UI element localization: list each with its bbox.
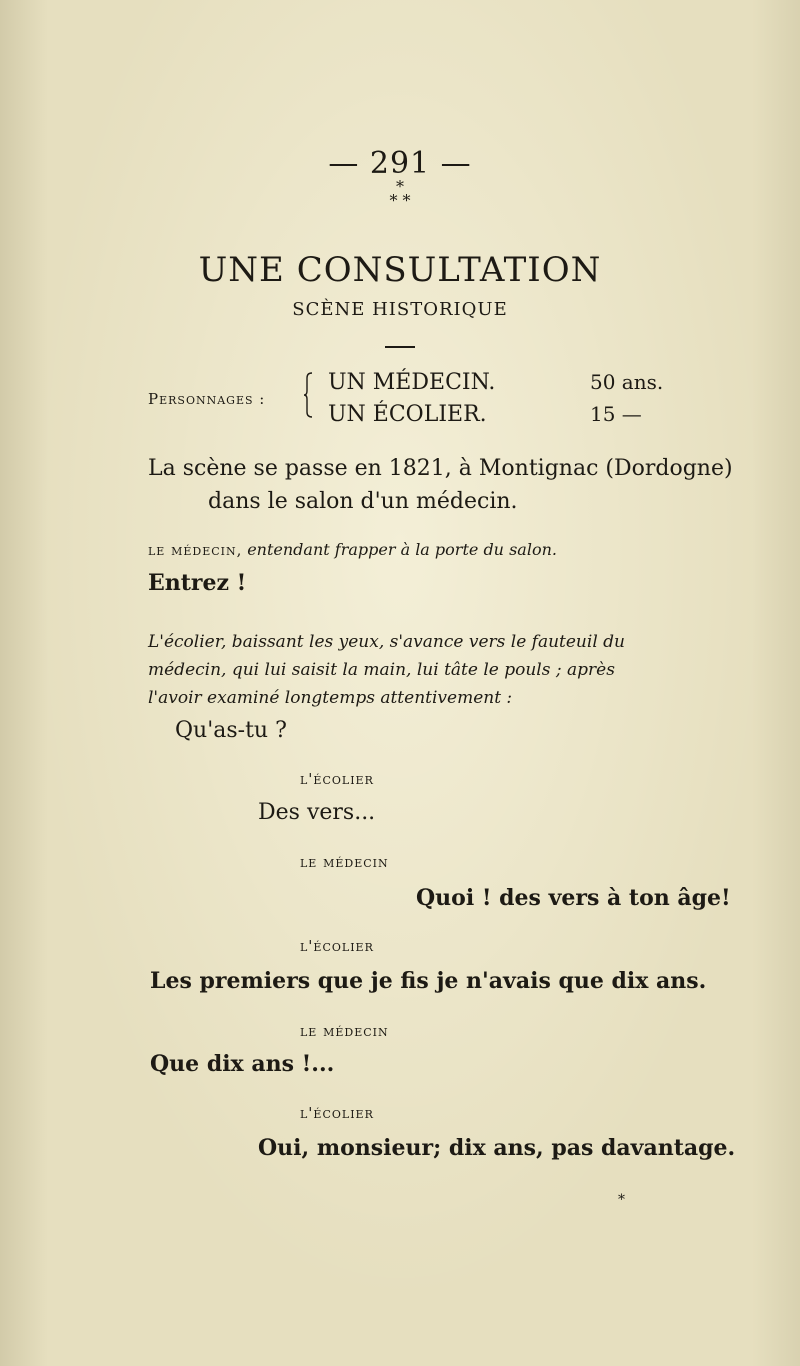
character-age-medecin: 50 ans. bbox=[590, 370, 664, 394]
asterism-bottom: * * bbox=[389, 191, 411, 210]
dialogue-line: Des vers... bbox=[258, 800, 376, 825]
dialogue-line: Qu'as-tu ? bbox=[175, 718, 287, 743]
setting-line-2: dans le salon d'un médecin. bbox=[208, 489, 518, 514]
stage-text: entendant frapper à la porte du salon. bbox=[247, 540, 557, 559]
speaker-label: l'écolier bbox=[300, 770, 374, 788]
speaker-label: l'écolier bbox=[300, 1104, 374, 1122]
stage-direction-2-line-2: médecin, qui lui saisit la main, lui tâte le pouls ; après bbox=[148, 660, 615, 680]
speaker-label: l'écolier bbox=[300, 937, 374, 955]
personnages-label: Personnages : bbox=[148, 390, 266, 408]
stage-direction-1 bbox=[148, 540, 557, 559]
character-name-ecolier: UN ÉCOLIER. bbox=[328, 402, 487, 427]
dialogue-line: Quoi ! des vers à ton âge! bbox=[416, 885, 731, 911]
footer-ornament: * bbox=[618, 1192, 625, 1208]
character-age-ecolier: 15 — bbox=[590, 402, 642, 426]
line-entrez: Entrez ! bbox=[148, 570, 247, 596]
asterism-ornament bbox=[0, 177, 800, 210]
brace-icon bbox=[304, 372, 314, 418]
setting-line-1: La scène se passe en 1821, à Montignac (Dordogne) bbox=[148, 456, 733, 481]
asterism-top: * bbox=[396, 177, 404, 196]
stage-speaker: le médecin, bbox=[148, 541, 243, 559]
dialogue-line: Que dix ans !... bbox=[150, 1051, 335, 1077]
dialogue-line: Les premiers que je fis je n'avais que dix ans. bbox=[150, 968, 707, 994]
character-name-medecin: UN MÉDECIN. bbox=[328, 370, 496, 395]
dialogue-line: Oui, monsieur; dix ans, pas davantage. bbox=[258, 1135, 736, 1161]
title-rule bbox=[385, 346, 415, 348]
stage-direction-2-line-1: L'écolier, baissant les yeux, s'avance vers le fauteuil du bbox=[148, 632, 625, 652]
speaker-label: le médecin bbox=[300, 853, 389, 871]
chapter-subtitle: SCÈNE HISTORIQUE bbox=[292, 299, 508, 320]
chapter-title: UNE CONSULTATION bbox=[198, 250, 602, 290]
page-number: — 291 — bbox=[328, 146, 472, 181]
stage-direction-2-line-3: l'avoir examiné longtemps attentivement : bbox=[148, 688, 513, 708]
speaker-label: le médecin bbox=[300, 1022, 389, 1040]
